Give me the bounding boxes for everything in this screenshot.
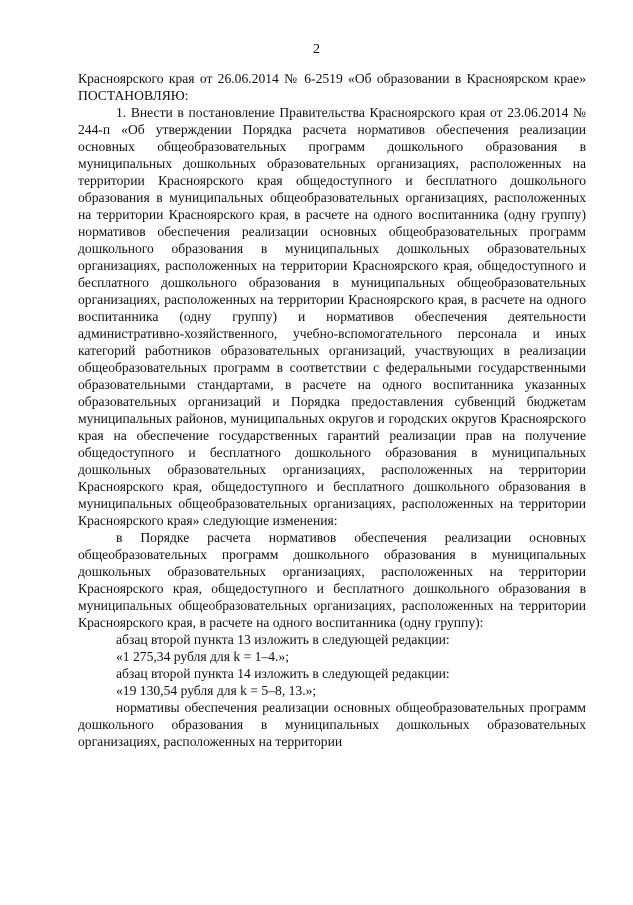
paragraph-preamble: Красноярского края от 26.06.2014 № 6-2519 «Об образовании в Красноярском крае» ПОСТАНОВЛЯЮ: (78, 71, 586, 103)
document-body (78, 70, 586, 750)
formula-14: «19 130,54 рубля для k = 5–8, 13.»; (116, 683, 317, 698)
page-number: 2 (313, 42, 320, 57)
paragraph-item-1: 1. Внести в постановление Правительства Красноярского края от 23.06.2014 № 244-п «Об утверждении Порядка расчета нормативов обеспечения реализации основных общеобразовательных программ дошкольного образования в муниципальных дошкольных образовательных организациях, расположенных на территории Красноярского края общедоступного и бесплатного дошкольного образования в муниципальных общеобразовательных организациях, расположенных на территории Красноярского края, в расчете на одного воспитанника (одну группу) нормативов обеспечения реализации основных общеобразовательных программ дошкольного образования в муниципальных дошкольных образовательных организациях, расположенных на территории Красноярского края, общедоступного и бесплатного дошкольного образования в муниципальных общеобразовательных организациях, расположенных на территории Красноярского края, в расчете на одного воспитанника (одну группу) и нормативов обеспечения деятельности административно-хозяйственного, учебно-вспомогательного персонала и иных категорий работников образовательных организаций, участвующих в реализации общеобразовательных программ в соответствии с федеральными государственными образовательными стандартами, в расчете на одного воспитанника указанных образовательных организаций и Порядка предоставления субвенций бюджетам муниципальных районов, муниципальных округов и городских округов Красноярского края на обеспечение государственных гарантий реализации прав на получение общедоступного и бесплатного дошкольного образования в муниципальных дошкольных образовательных организациях, расположенных на территории Красноярского края, общедоступного и бесплатного дошкольного образования в муниципальных общеобразовательных организациях, расположенных на территории Красноярского края» следующие изменения: (78, 105, 586, 528)
paragraph-amend-14: абзац второй пункта 14 изложить в следующей редакции: (116, 666, 450, 681)
paragraph-norms: нормативы обеспечения реализации основных общеобразовательных программ дошкольного образования в муниципальных дошкольных образовательных организациях, расположенных на территории (78, 700, 586, 749)
paragraph-procedure: в Порядке расчета нормативов обеспечения реализации основных общеобразовательных программ дошкольного образования в муниципальных дошкольных образовательных организациях, расположенных на территории Красноярского края, общедоступного и бесплатного дошкольного образования в муниципальных общеобразовательных организациях, расположенных на территории Красноярского края, в расчете на одного воспитанника (одну группу): (78, 530, 586, 630)
formula-13: «1 275,34 рубля для k = 1–4.»; (116, 649, 289, 664)
paragraph-amend-13: абзац второй пункта 13 изложить в следующей редакции: (116, 632, 450, 647)
